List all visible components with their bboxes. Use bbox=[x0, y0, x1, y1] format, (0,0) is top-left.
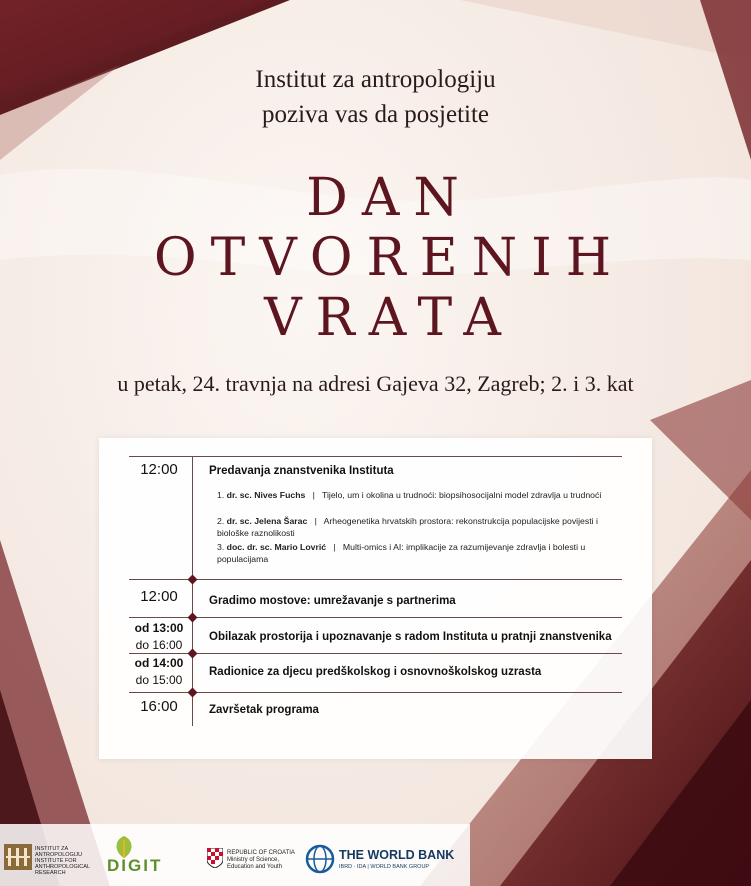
row-time-range: od 13:00 do 16:00 bbox=[134, 621, 184, 652]
row-divider bbox=[129, 692, 622, 693]
row-divider bbox=[129, 617, 622, 618]
croatia-coat-of-arms-icon bbox=[207, 848, 223, 868]
row-title: Gradimo mostove: umrežavanje s partnerima bbox=[209, 595, 456, 607]
title-word-1: DAN bbox=[306, 168, 473, 228]
world-bank-name: THE WORLD BANK bbox=[339, 848, 455, 862]
talk-item: 1. dr. sc. Nives Fuchs | Tijelo, um i okolina u trudnoći: biopsihosocijalni model zdravlja u trudnoći bbox=[217, 490, 602, 500]
row-time: 12:00 bbox=[140, 588, 178, 605]
title-word-2: OTVORENIH bbox=[153, 228, 626, 288]
digit-logo-text: DIGIT bbox=[107, 856, 163, 875]
timeline-line bbox=[192, 456, 193, 726]
row-time: 16:00 bbox=[140, 698, 178, 715]
ministry-logo-text: REPUBLIC OF CROATIA Ministry of Science, Education and Youth bbox=[227, 850, 295, 870]
title-word-3: VRATA bbox=[264, 288, 515, 348]
timeline-marker bbox=[188, 575, 198, 585]
timeline-marker bbox=[188, 688, 198, 698]
row-divider bbox=[129, 579, 622, 580]
intro-line-2: poziva vas da posjetite bbox=[261, 101, 489, 128]
row-divider bbox=[129, 653, 622, 654]
world-bank-globe-icon bbox=[305, 844, 335, 874]
schedule-table bbox=[99, 438, 652, 759]
row-title: Završetak programa bbox=[209, 704, 319, 716]
sponsor-logos bbox=[0, 824, 470, 886]
talk-item: 3. doc. dr. sc. Mario Lovrić | Multi-omics i AI: implikacije za razumijevanje zdravlja i bolesti u populacijama bbox=[217, 542, 586, 564]
row-title: Obilazak prostorija i upoznavanje s radom Instituta u pratnji znanstvenika bbox=[209, 631, 612, 643]
timeline-marker bbox=[188, 649, 198, 659]
intro-line-1: Institut za antropologiju bbox=[255, 66, 496, 93]
event-details: u petak, 24. travnja na adresi Gajeva 32, Zagreb; 2. i 3. kat bbox=[117, 371, 634, 396]
institute-logo-icon bbox=[4, 844, 32, 870]
row-time-range: od 14:00 do 15:00 bbox=[134, 656, 184, 687]
row-time: 12:00 bbox=[140, 461, 178, 478]
row-title: Predavanja znanstvenika Instituta bbox=[209, 465, 394, 477]
timeline-marker bbox=[188, 613, 198, 623]
talk-item: 2. dr. sc. Jelena Šarac | Arheogenetika hrvatskih prostora: rekonstrukcija populacijske povijesti i biološke raznolikosti bbox=[217, 516, 598, 538]
institute-logo-text: INSTITUT ZA ANTROPOLOGIJU INSTITUTE FOR ANTHROPOLOGICAL RESEARCH bbox=[35, 846, 91, 876]
row-divider bbox=[129, 456, 622, 457]
world-bank-subtitle: IBRD · IDA | WORLD BANK GROUP bbox=[339, 864, 430, 870]
row-title: Radionice za djecu predškolskog i osnovnoškolskog uzrasta bbox=[209, 666, 542, 678]
